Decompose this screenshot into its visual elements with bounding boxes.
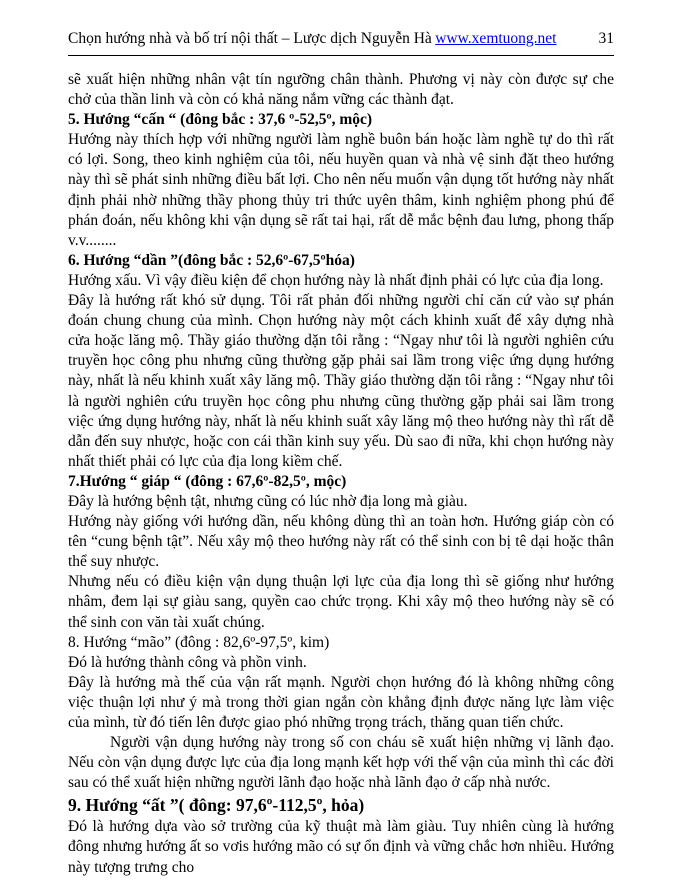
section-heading: 6. Hướng “dần ”(đông bắc : 52,6º-67,5ºhóa): [68, 251, 355, 269]
paragraph: Đó là hướng thành công và phồn vinh.: [68, 653, 307, 671]
page-header: [68, 30, 614, 56]
section-heading: 5. Hướng “cấn “ (đông bắc : 37,6 º-52,5º, mộc): [68, 111, 373, 129]
paragraph: Hướng này thích hợp với những người làm nghề buôn bán hoặc làm nghề tự do thì rất có lợi. Song, theo kinh nghiệm của tôi, nếu huyền quan và nhà vệ sinh đặt theo hướng này thì sẽ phát sinh những điều bất lợi. Cho nên nếu muốn vận dụng tốt hướng này nhất định phải nhờ những thầy phong thủy tri thức uyên thâm, kinh nghiệm phong phú để phán đoán, nếu không khi vận dụng sẽ rất tai hại, rất dễ mắc bệnh đau lưng, phong thấp v.v........: [68, 131, 614, 249]
section-heading: 9. Hướng “ất ”( đông: 97,6º-112,5º, hỏa): [68, 795, 365, 816]
paragraph: Đây là hướng rất khó sử dụng. Tôi rất phản đối những người chỉ căn cứ vào sự phán đoán chung chung của mình. Chọn hướng này một cách khinh xuất để xây dựng nhà cửa hoặc lăng mộ. Thầy giáo thường dặn tôi rằng : “Ngay như tôi là người nghiên cứu truyền học công phu nhưng cũng thường gặp phải sai lầm trong việc ứng dụng hướng này, nhất là nếu khinh xuất xây lăng mộ. Thầy giáo thường dặn tôi rằng : “Ngay như tôi là người nghiên cứu truyền học công phu nhưng cũng thường gặp phải sai lầm trong việc ứng dụng hướng này, nhất là nếu khinh suất xây lăng mộ theo hướng này thì rất dễ dẫn đến suy nhược, hoặc con cái thần kinh suy yếu. Dù sao đi nữa, khi chọn hướng này nhất thiết phải có lực của địa long kiềm chế.: [68, 292, 614, 470]
paragraph: Đây là hướng mà thế của vận rất mạnh. Người chọn hướng đó là không những công việc thuận lợi như ý mà trong thời gian ngắn còn khẳng định được năng lực làm việc của mình, từ đó tiến lên được giao phó những trọng trách, thăng quan tiến chức.: [68, 673, 614, 731]
section-heading: 7.Hướng “ giáp “ (đông : 67,6º-82,5º, mộc): [68, 472, 347, 490]
paragraph: Hướng xấu. Vì vậy điều kiện để chọn hướng này là nhất định phải có lực của địa long.: [68, 271, 604, 289]
page-number: 31: [598, 30, 614, 47]
paragraph: Nhưng nếu có điều kiện vận dụng thuận lợi lực của địa long thì sẽ giống như hướng nhâm, đem lại sự giàu sang, quyền cao chức trọng. Khi xây mộ theo hướng này sẽ có thể sinh con văn tài xuất chúng.: [68, 573, 614, 631]
section-heading: 8. Hướng “mão” (đông : 82,6º-97,5º, kim): [68, 633, 330, 651]
paragraph: Hướng này giống với hướng dần, nếu không dùng thì an toàn hơn. Hướng giáp còn có tên “cung bệnh tật”. Nếu xây mộ theo hướng này rất có thể sinh con bị tê dại hoặc thân thể suy nhược.: [68, 513, 614, 571]
document-body: [68, 70, 614, 878]
document-title: Chọn hướng nhà và bố trí nội thất – Lược dịch Nguyễn Hà: [68, 30, 432, 47]
paragraph: Đó là hướng dựa vào sở trường của kỹ thuật mà làm giàu. Tuy nhiên cùng là hướng đông nhưng hướng ất so vơis hướng mão có sự ổn định và vững chắc hơn nhiều. Hướng này tượng trưng cho: [68, 818, 614, 876]
paragraph: Đây là hướng bệnh tật, nhưng cũng có lúc nhờ địa long mà giàu.: [68, 492, 468, 510]
website-link[interactable]: www.xemtuong.net: [435, 30, 557, 47]
paragraph: sẽ xuất hiện những nhân vật tín ngưỡng chân thành. Phương vị này còn được sự che chở của thần linh và còn có khả năng nắm vững các thành đạt.: [68, 71, 614, 109]
paragraph: Người vận dụng hướng này trong số con cháu sẽ xuất hiện những vị lãnh đạo. Nếu còn vận dụng được lực của địa long mạnh kết hợp với thế vận của mình thì các đời sau có thể xuất hiện những người lãnh đạo hoặc nhà lãnh đạo ở cấp nhà nước.: [68, 734, 614, 792]
